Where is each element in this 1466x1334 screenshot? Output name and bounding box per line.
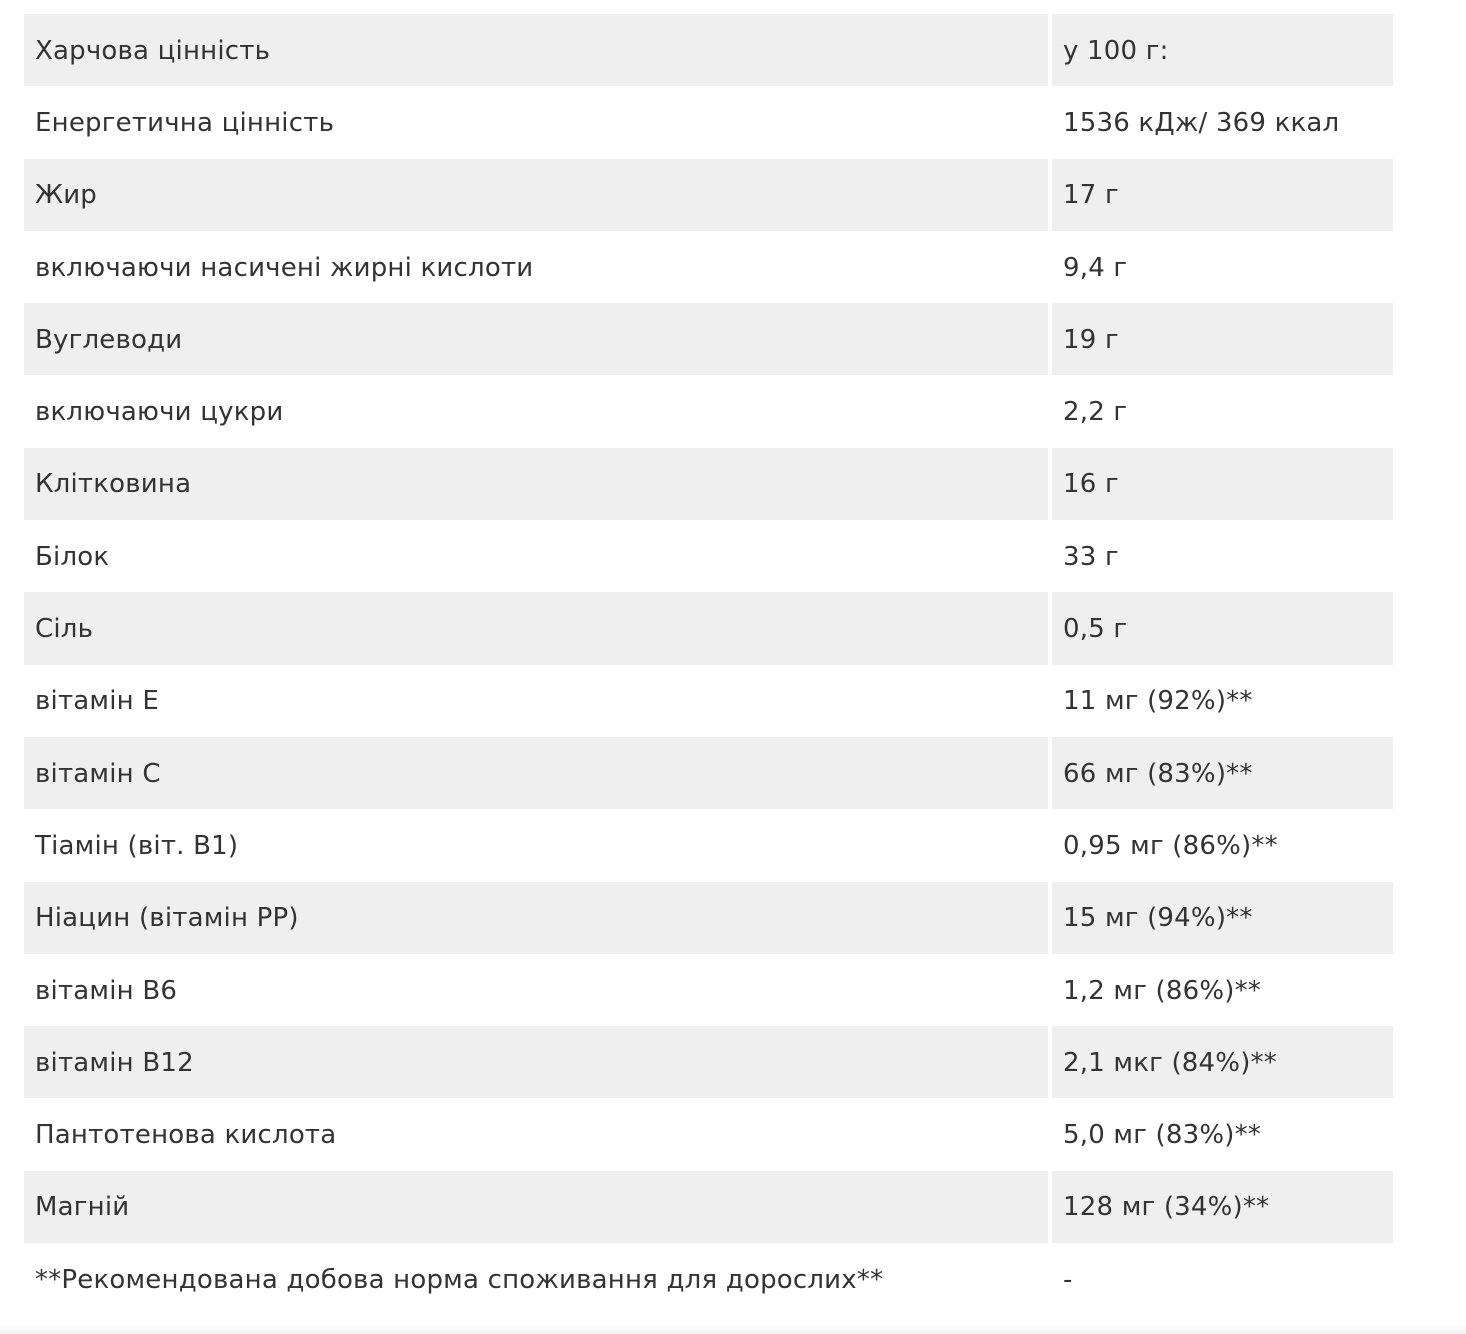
row-label: Клітковина (24, 448, 1048, 520)
row-label: Харчова цінність (24, 14, 1048, 86)
table-row (24, 882, 1393, 954)
row-label: Енергетична цінність (35, 107, 335, 138)
table-row (24, 1026, 1393, 1098)
row-value: 15 мг (94%)** (1052, 882, 1393, 954)
row-value: 1,2 мг (86%)** (1063, 975, 1262, 1006)
row-value: 16 г (1052, 448, 1393, 520)
row-value: 19 г (1052, 303, 1393, 375)
table-row (24, 592, 1393, 664)
row-value: 2,2 г (1063, 397, 1128, 428)
row-value: - (1063, 1264, 1073, 1295)
row-value: 11 мг (92%)** (1063, 686, 1253, 717)
row-value: 2,1 мкг (84%)** (1052, 1026, 1393, 1098)
row-label: Білок (35, 541, 110, 572)
row-value: 1536 кДж/ 369 ккал (1063, 107, 1340, 138)
table-row (24, 737, 1393, 809)
row-value: 33 г (1063, 541, 1119, 572)
table-row (24, 14, 1393, 86)
table-row (24, 520, 1393, 592)
row-value: 0,5 г (1052, 592, 1393, 664)
row-value: 17 г (1052, 159, 1393, 231)
row-label: вітамін В12 (24, 1026, 1048, 1098)
row-value: 66 мг (83%)** (1052, 737, 1393, 809)
row-label: Тіамін (віт. В1) (35, 830, 239, 861)
table-row (24, 159, 1393, 231)
row-label: включаючи насичені жирні кислоти (35, 252, 534, 283)
row-value: 9,4 г (1063, 252, 1128, 283)
row-label: Ніацин (вітамін РР) (24, 882, 1048, 954)
row-label: Пантотенова кислота (35, 1120, 337, 1151)
table-row (24, 1171, 1393, 1243)
table-row (24, 375, 1393, 447)
bottom-shadow (0, 1324, 1466, 1334)
table-row (24, 448, 1393, 520)
row-label: **Рекомендована добова норма споживання для дорослих** (35, 1264, 884, 1295)
row-label: Вуглеводи (24, 303, 1048, 375)
row-label: Магній (24, 1171, 1048, 1243)
row-label: Сіль (24, 592, 1048, 664)
table-row (24, 86, 1393, 158)
row-label: вітамін С (24, 737, 1048, 809)
table-row (24, 809, 1393, 881)
row-value: 128 мг (34%)** (1052, 1171, 1393, 1243)
row-label: Жир (24, 159, 1048, 231)
table-row (24, 303, 1393, 375)
row-value: у 100 г: (1052, 14, 1393, 86)
row-value: 0,95 мг (86%)** (1063, 830, 1278, 861)
row-label: вітамін Е (35, 686, 159, 717)
table-row (24, 954, 1393, 1026)
table-row (24, 1098, 1393, 1170)
table-row (24, 231, 1393, 303)
row-label: вітамін В6 (35, 975, 178, 1006)
row-value: 5,0 мг (83%)** (1063, 1120, 1262, 1151)
table-row (24, 1243, 1393, 1315)
table-row (24, 665, 1393, 737)
row-label: включаючи цукри (35, 397, 284, 428)
nutrition-table (24, 14, 1393, 1315)
